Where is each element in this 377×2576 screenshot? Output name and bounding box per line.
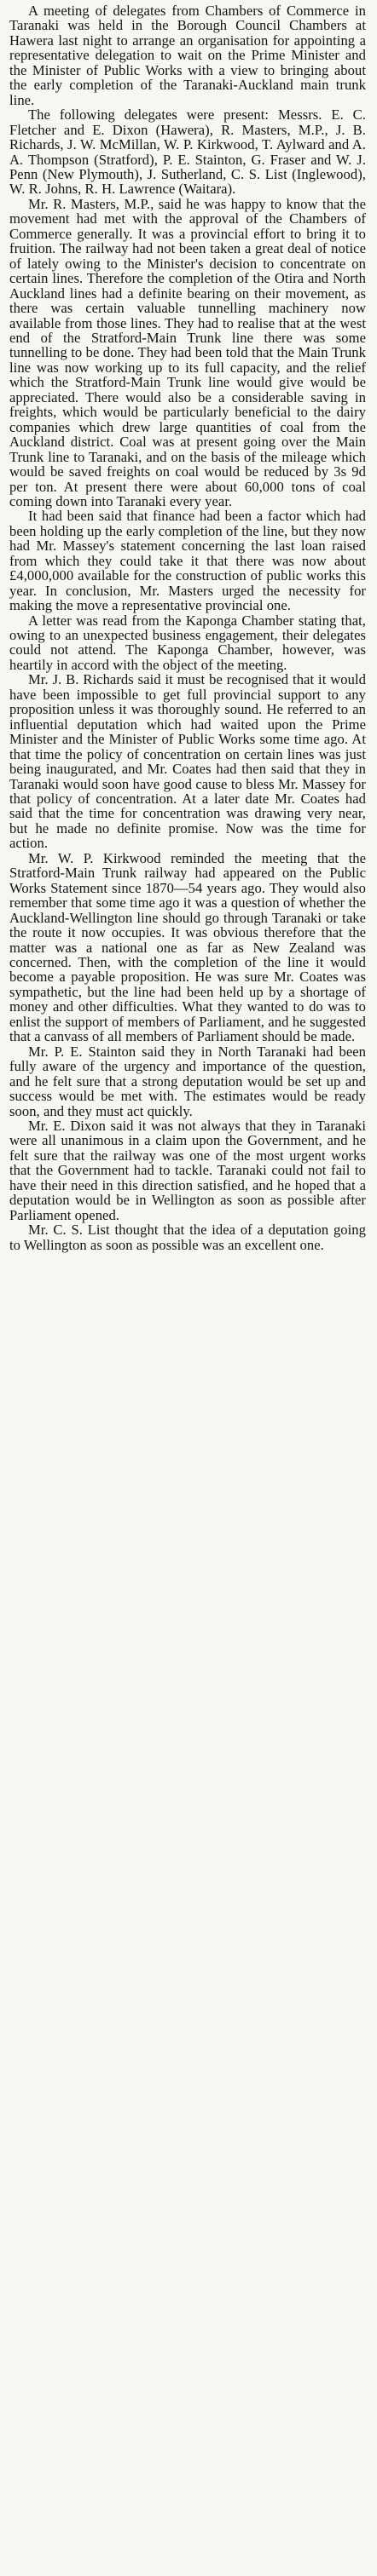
- article-paragraph: A meeting of delegates from Chambers of Commerce in Taranaki was held in the Borough Council Chambers at Hawera last night to arrange an organisation for appointing a representative delegation to wait on the Prime Minister and the Minister of Public Works with a view to bringing about the early completion of the Taranaki-Auckland main trunk line.: [9, 3, 366, 108]
- article-paragraph: It had been said that finance had been a factor which had been holding up the early completion of the line, but they now had Mr. Massey's statement concerning the last loan raised from which they could take it that there was now about £4,000,000 available for the construction of public works this year. In conclusion, Mr. Masters urged the necessity for making the move a representative provincial one.: [9, 508, 366, 614]
- article-paragraph: Mr. R. Masters, M.P., said he was happy to know that the movement had met with the approval of the Chambers of Commerce generally. It was a provincial effort to bring it to fruition. The railway had not been taken a great deal of notice of lately owing to the Minister's decision to concentrate on certain lines. Therefore the completion of the Otira and North Auckland lines had a definite bearing on their movement, as there was certain valuable tunnelling machinery now available from those lines. They had to realise that at the west end of the Stratford-Main Trunk line there was some tunnelling to be done. They had been told that the Main Trunk line was now working up to its full capacity, and the relief which the Stratford-Main Trunk line would give would be appreciated. There would also be a considerable saving in freights, which would be particularly beneficial to the dairy companies which drew large quantities of coal from the Auckland district. Coal was at present going over the Main Trunk line to Taranaki, and on the basis of the mileage which would be saved freights on coal would be reduced by 3s 9d per ton. At present there were about 60,000 tons of coal coming down into Taranaki every year.: [9, 195, 366, 509]
- article-paragraph: A letter was read from the Kaponga Chamber stating that, owing to an unexpected business engagement, their delegates could not attend. The Kaponga Chamber, however, was heartily in accord with the object of the meeting.: [9, 612, 366, 673]
- article-paragraph: Mr. C. S. List thought that the idea of a deputation going to Wellington as soon as possible was an excellent one.: [9, 1222, 366, 1253]
- article-paragraph: Mr. J. B. Richards said it must be recognised that it would have been impossible to get full provincial support to any proposition unless it was thoroughly sound. He referred to an influential deputation which had waited upon the Prime Minister and the Minister of Public Works some time ago. At that time the policy of concentration on certain lines was just being inaugurated, and Mr. Coates had then said that they in Taranaki would soon have good cause to bless Mr. Massey for that policy of concentration. At a later date Mr. Coates had said that the time for concentration was drawing very near, but he made no definite promise. Now was the time for action.: [9, 671, 366, 852]
- article-paragraph: Mr. P. E. Stainton said they in North Taranaki had been fully aware of the urgency and importance of the question, and he felt sure that a strong deputation would be set up and success would be met with. The estimates would be ready soon, and they must act quickly.: [9, 1043, 366, 1119]
- article-paragraph: Mr. E. Dixon said it was not always that they in Taranaki were all unanimous in a claim upon the Government, and he felt sure that the railway was one of the most urgent works that the Government had to tackle. Taranaki could not fail to have their need in this direction satisfied, and he hoped that a deputation would be in Wellington as soon as possible after Parliament opened.: [9, 1117, 366, 1223]
- article-paragraph: Mr. W. P. Kirkwood reminded the meeting that the Stratford-Main Trunk railway had appeared on the Public Works Statement since 1870—54 years ago. They would also remember that some time ago it was a question of whether the Auckland-Wellington line should go through Taranaki or take the route it now occupies. It was obvious therefore that the matter was a national one as far as New Zealand was concerned. Then, with the completion of the line it would become a payable proposition. He was sure Mr. Coates was sympathetic, but the line had been held up by a shortage of money and other difficulties. What they wanted to do was to enlist the support of members of Parliament, and he suggested that a canvass of all members of Parliament should be made.: [9, 849, 366, 1045]
- article-paragraph: The following delegates were present: Messrs. E. C. Fletcher and E. Dixon (Hawera), R. Masters, M.P., J. B. Richards, J. W. McMillan, W. P. Kirkwood, T. Aylward and A. A. Thompson (Stratford), P. E. Stainton, G. Fraser and W. J. Penn (New Plymouth), J. Sutherland, C. S. List (Inglewood), W. R. Johns, R. H. Lawrence (Waitara).: [9, 106, 366, 198]
